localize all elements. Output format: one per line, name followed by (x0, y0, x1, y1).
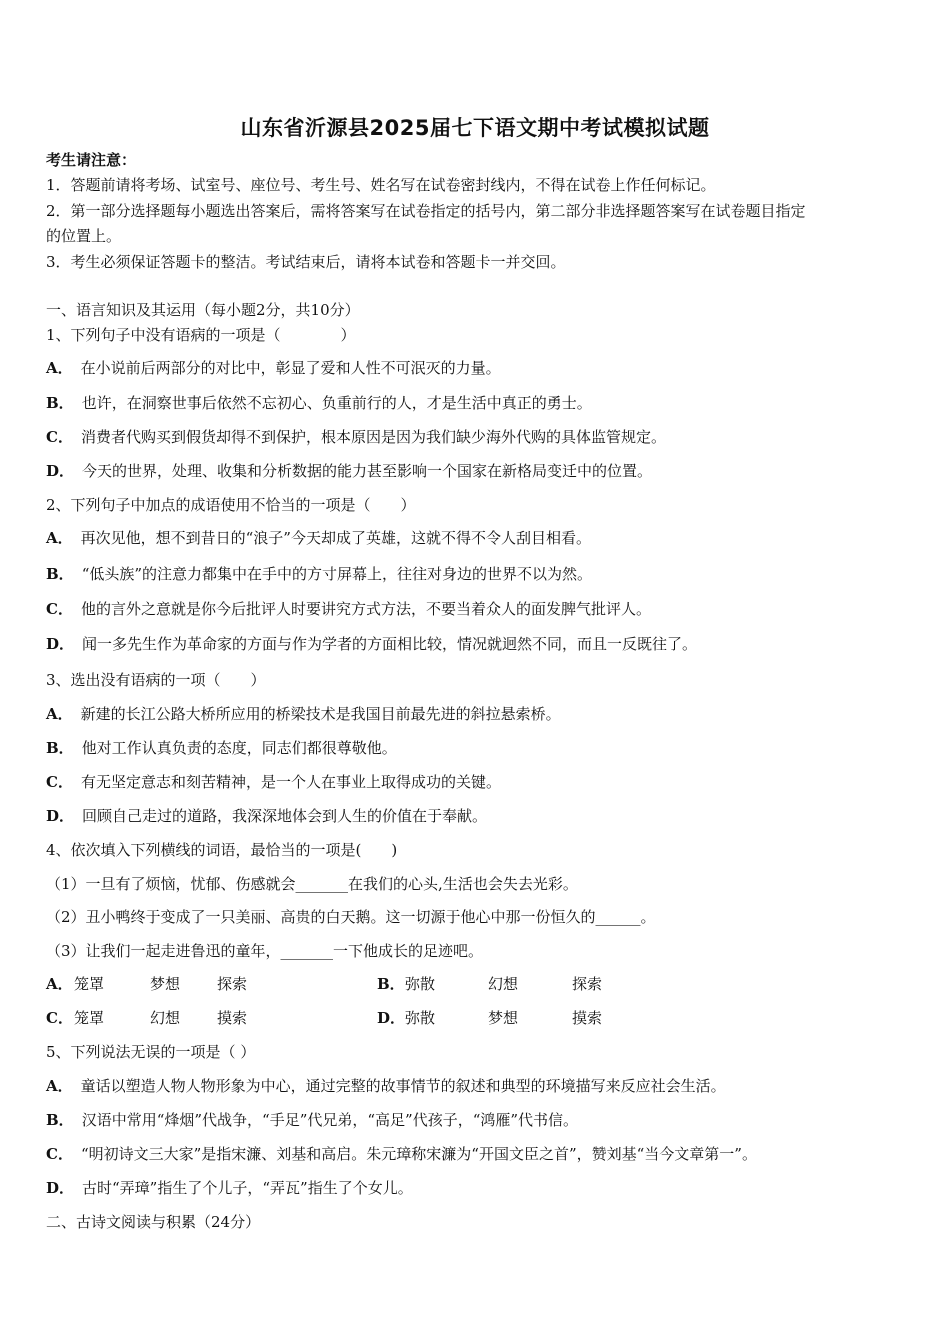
option-word: 弥散 (405, 1009, 436, 1027)
option-pair-row (46, 974, 906, 994)
option-letter: D． (377, 1009, 406, 1027)
option-text: 童话以塑造人物人物形象为中心，通过完整的故事情节的叙述和典型的环境描写来反应社会生活。 (80, 1077, 726, 1095)
option-row[interactable] (46, 358, 906, 378)
option-row[interactable] (46, 634, 906, 654)
option-letter: D． (46, 462, 75, 480)
option-row[interactable] (46, 427, 906, 447)
notice-item: 的位置上。 (46, 227, 122, 245)
option-letter: C． (46, 1009, 73, 1027)
question-stem: 3、选出没有语病的一项（ ） (46, 671, 266, 689)
option-text: 在小说前后两部分的对比中，彰显了爱和人性不可泯灭的力量。 (80, 359, 501, 377)
option-letter: D． (46, 1179, 75, 1197)
fill-sentence: （3）让我们一起走进鲁迅的童年，_______一下他成长的足迹吧。 (46, 942, 484, 960)
option-text: 再次见他，想不到昔日的“浪子”今天却成了英雄，这就不得不令人刮目相看。 (80, 529, 591, 547)
option-pair-row (46, 1008, 906, 1028)
option-word: 梦想 (488, 1009, 519, 1027)
option-letter: A． (46, 1077, 73, 1095)
notice-item: 3．考生必须保证答题卡的整洁。考试结束后，请将本试卷和答题卡一并交回。 (46, 253, 566, 271)
notice-item: 1．答题前请将考场、试室号、座位号、考生号、姓名写在试卷密封线内，不得在试卷上作任何标记。 (46, 176, 716, 194)
option-word: 探索 (572, 975, 603, 993)
option-row[interactable] (46, 1076, 906, 1096)
option-word: 笼罩 (74, 1009, 105, 1027)
section-heading: 二、古诗文阅读与积累（24分） (46, 1213, 261, 1231)
option-word: 探索 (217, 975, 248, 993)
option-letter: A． (46, 705, 73, 723)
option-row[interactable] (46, 599, 906, 619)
option-text: 他对工作认真负责的态度，同志们都很尊敬他。 (81, 739, 397, 757)
fill-sentence: （2）丑小鸭终于变成了一只美丽、高贵的白天鹅。这一切源于他心中那一份恒久的______。 (46, 908, 656, 926)
option-row[interactable] (46, 564, 906, 584)
option-letter: B． (46, 394, 74, 412)
option-letter: B． (377, 975, 405, 993)
option-row[interactable] (46, 806, 906, 826)
option-word: 梦想 (150, 975, 181, 993)
option-row[interactable] (46, 1144, 906, 1164)
fill-sentence: （1）一旦有了烦恼，忧郁、伤感就会_______在我们的心头,生活也会失去光彩。 (46, 875, 578, 893)
page-title: 山东省沂源县2025届七下语文期中考试模拟试题 (240, 116, 710, 140)
option-letter: C． (46, 600, 73, 618)
option-letter: C． (46, 428, 73, 446)
option-row[interactable] (46, 393, 906, 413)
option-word: 幻想 (150, 1009, 181, 1027)
option-letter: B． (46, 1111, 74, 1129)
option-word: 弥散 (405, 975, 436, 993)
option-word: 摸索 (217, 1009, 248, 1027)
option-text: 古时“弄璋”指生了个儿子，“弄瓦”指生了个女儿。 (82, 1179, 413, 1197)
option-row[interactable] (46, 461, 906, 481)
option-text: “低头族”的注意力都集中在手中的方寸屏幕上，往往对身边的世界不以为然。 (81, 565, 593, 583)
option-letter: B． (46, 739, 74, 757)
option-word: 摸索 (572, 1009, 603, 1027)
question-stem: 4、依次填入下列横线的词语，最恰当的一项是( ) (46, 841, 398, 859)
option-text: 消费者代购买到假货却得不到保护，根本原因是因为我们缺少海外代购的具体监管规定。 (80, 428, 666, 446)
question-stem: 5、下列说法无误的一项是（ ） (46, 1043, 256, 1061)
option-letter: D． (46, 807, 75, 825)
option-row[interactable] (46, 1110, 906, 1130)
option-row[interactable] (46, 1178, 906, 1198)
option-letter: A． (46, 975, 73, 993)
option-letter: A． (46, 359, 73, 377)
option-letter: D． (46, 635, 75, 653)
option-letter: C． (46, 773, 73, 791)
section-heading: 一、语言知识及其运用（每小题2分，共10分） (46, 301, 360, 319)
option-row[interactable] (46, 528, 906, 548)
option-letter: C． (46, 1145, 73, 1163)
option-text: 他的言外之意就是你今后批评人时要讲究方式方法，不要当着众人的面发脾气批评人。 (80, 600, 651, 618)
option-text: 有无坚定意志和刻苦精神，是一个人在事业上取得成功的关键。 (80, 773, 501, 791)
notice-item: 2．第一部分选择题每小题选出答案后，需将答案写在试卷指定的括号内，第二部分非选择题答案写在试卷题目指定 (46, 202, 806, 220)
option-text: 新建的长江公路大桥所应用的桥梁技术是我国目前最先进的斜拉悬索桥。 (80, 705, 561, 723)
option-row[interactable] (46, 704, 906, 724)
option-row[interactable] (46, 738, 906, 758)
question-stem: 2、下列句子中加点的成语使用不恰当的一项是（ ） (46, 496, 416, 514)
option-letter: B． (46, 565, 74, 583)
option-text: “明初诗文三大家”是指宋濂、刘基和高启。朱元璋称宋濂为“开国文臣之首”，赞刘基“当今文章第一”。 (80, 1145, 757, 1163)
option-text: 也许，在洞察世事后依然不忘初心、负重前行的人，才是生活中真正的勇士。 (81, 394, 592, 412)
notice-heading: 考生请注意： (46, 151, 137, 169)
option-row[interactable] (46, 772, 906, 792)
option-letter: A． (46, 529, 73, 547)
option-text: 汉语中常用“烽烟”代战争，“手足”代兄弟，“高足”代孩子，“鸿雁”代书信。 (81, 1111, 579, 1129)
option-text: 回顾自己走过的道路，我深深地体会到人生的价值在于奉献。 (82, 807, 488, 825)
option-word: 幻想 (488, 975, 519, 993)
option-word: 笼罩 (74, 975, 105, 993)
option-text: 今天的世界，处理、收集和分析数据的能力甚至影响一个国家在新格局变迁中的位置。 (82, 462, 653, 480)
question-stem: 1、下列句子中没有语病的一项是（ ） (46, 326, 356, 344)
option-text: 闻一多先生作为革命家的方面与作为学者的方面相比较，情况就迥然不同，而且一反既往了。 (82, 635, 698, 653)
